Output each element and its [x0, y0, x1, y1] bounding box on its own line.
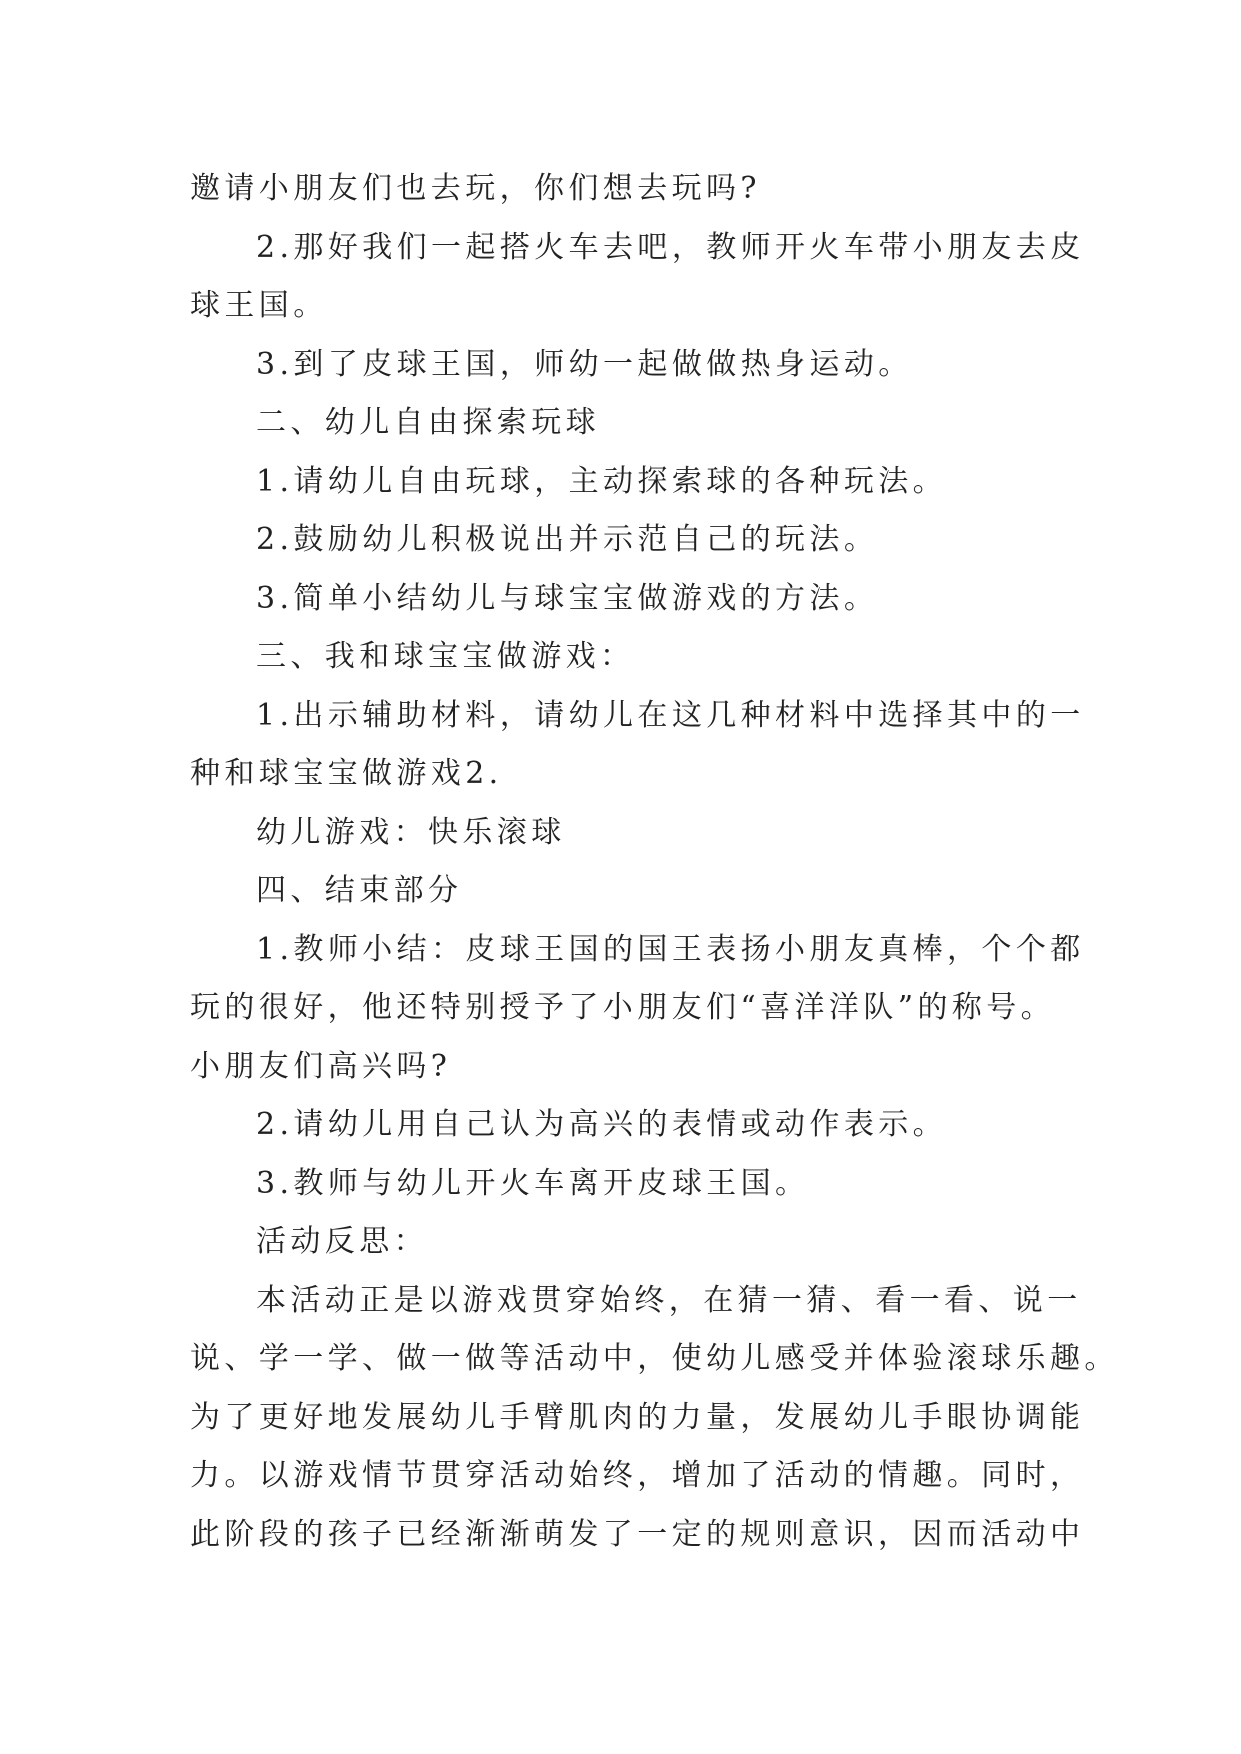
document-body: [190, 160, 1119, 1564]
text-line: 说、学一学、做一做等活动中，使幼儿感受并体验滚球乐趣。: [190, 1341, 1119, 1376]
text-line: 本活动正是以游戏贯穿始终，在猜一猜、看一看、说一: [256, 1282, 1082, 1318]
text-line: 此阶段的孩子已经渐渐萌发了一定的规则意识，因而活动中: [190, 1516, 1085, 1552]
text-line: 邀请小朋友们也去玩，你们想去玩吗?: [190, 171, 761, 206]
text-line: 3.简单小结幼儿与球宝宝做游戏的方法。: [256, 580, 879, 616]
text-line: 3.到了皮球王国，师幼一起做做热身运动。: [256, 346, 913, 382]
text-line: 小朋友们高兴吗?: [190, 1048, 452, 1084]
section-heading: 二、幼儿自由探索玩球: [256, 405, 600, 440]
text-line: 为了更好地发展幼儿手臂肌肉的力量，发展幼儿手眼协调能: [190, 1399, 1085, 1435]
text-line: 1.教师小结：皮球王国的国王表扬小朋友真棒，个个都: [256, 931, 1085, 967]
text-line: 2.请幼儿用自己认为高兴的表情或动作表示。: [256, 1107, 948, 1142]
text-line: 球王国。: [190, 288, 328, 323]
text-line: 力。以游戏情节贯穿活动始终，增加了活动的情趣。同时，: [190, 1458, 1085, 1493]
text-line: 2.鼓励幼儿积极说出并示范自己的玩法。: [256, 522, 879, 557]
text-line: 种和球宝宝做游戏2.: [190, 756, 503, 791]
text-line: 幼儿游戏：快乐滚球: [256, 814, 566, 850]
text-line: 1.请幼儿自由玩球，主动探索球的各种玩法。: [256, 463, 948, 499]
section-heading: 活动反思：: [256, 1224, 428, 1259]
section-heading: 四、结束部分: [256, 873, 463, 908]
text-line: 玩的很好，他还特别授予了小朋友们“喜洋洋队”的称号。: [190, 990, 1056, 1025]
text-line: 1.出示辅助材料，请幼儿在这几种材料中选择其中的一: [256, 697, 1085, 733]
section-heading: 三、我和球宝宝做游戏：: [256, 639, 635, 674]
text-line: 3.教师与幼儿开火车离开皮球王国。: [256, 1165, 810, 1201]
text-line: 2.那好我们一起搭火车去吧，教师开火车带小朋友去皮: [256, 229, 1085, 265]
